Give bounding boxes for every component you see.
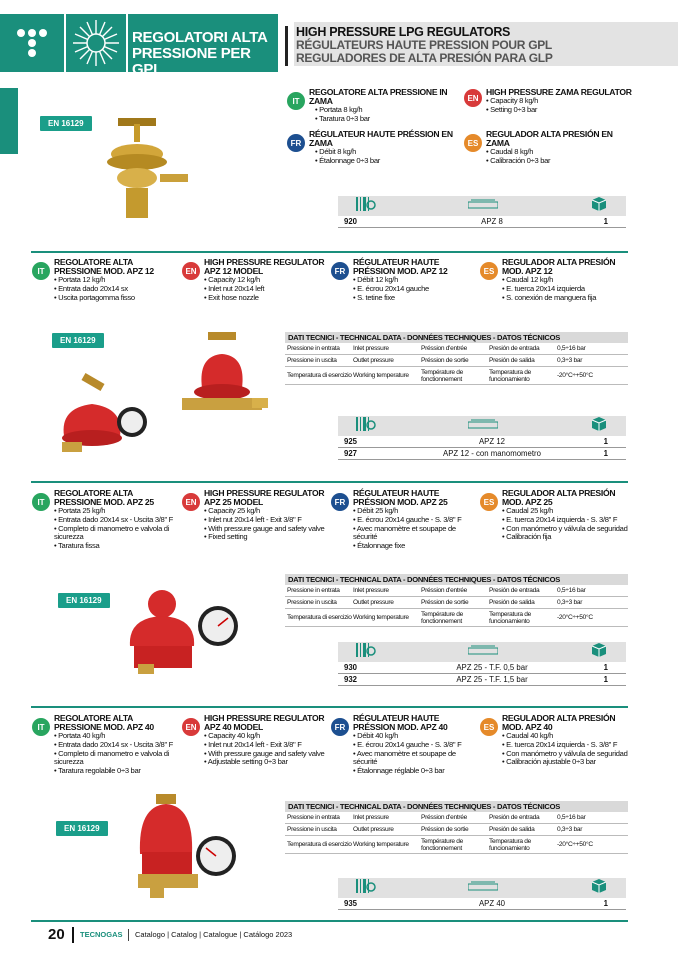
product-spec: • Taratura 0÷3 bar — [288, 115, 468, 124]
product-spec: • Avec manomètre et soupape de sécurité — [331, 525, 481, 542]
en16129-badge: EN 16129 — [56, 821, 108, 836]
package-icon — [590, 197, 608, 216]
product-spec: • Entrata dado 20x14 sx — [32, 285, 182, 294]
product-spec: • Capacity 12 kg/h — [182, 276, 332, 285]
product-spec: • Con manómetro y válvula de seguridad — [480, 525, 630, 534]
tech-data-table — [285, 801, 628, 854]
product-spec: • Uscita portagomma fisso — [32, 294, 182, 303]
product-spec: • Débit 12 kg/h — [331, 276, 481, 285]
code-table-header — [338, 416, 626, 436]
table-row: 932 APZ 25 - T.F. 1,5 bar 1 — [338, 674, 626, 686]
product-spec: • Con manómetro y válvula de seguridad — [480, 750, 630, 759]
product-title: RÉGULATEUR HAUTE PRÉSSION EN ZAMA — [309, 129, 453, 149]
desc-en — [182, 258, 332, 302]
logo-dots-icon — [15, 26, 49, 60]
product-spec: • Taratura regolabile 0÷3 bar — [32, 767, 182, 776]
lang-fr-icon: FR — [331, 262, 349, 280]
desc-fr — [331, 258, 481, 302]
en16129-badge: EN 16129 — [52, 333, 104, 348]
desc-fr — [331, 714, 481, 775]
desc-es — [464, 130, 634, 166]
table-row: 927 APZ 12 - con manomometro 1 — [338, 448, 626, 460]
product-spec: • Étalonnage 0÷3 bar — [288, 157, 468, 166]
desc-en — [182, 489, 332, 542]
product-spec: • Entrata dado 20x14 sx - Uscita 3/8" F — [32, 741, 182, 750]
lang-es-icon: ES — [480, 718, 498, 736]
product-title: REGOLATORE ALTA PRESSIONE MOD. APZ 12 — [54, 257, 154, 277]
code-table — [338, 878, 626, 910]
product-title: REGOLATORE ALTA PRESSIONE IN ZAMA — [309, 87, 448, 107]
code-table — [338, 642, 626, 686]
barcode-icon — [356, 643, 376, 662]
table-row: Pressione in uscita Outlet pressure Préssion de sortie Presión de salida 0,3÷3 bar — [285, 355, 628, 367]
product-spec: • Taratura fissa — [32, 542, 182, 551]
product-spec: • Avec manomètre et soupape de sécurité — [331, 750, 481, 767]
product-spec: • S. conexión de manguera fija — [480, 294, 630, 303]
table-row: 925 APZ 12 1 — [338, 436, 626, 448]
package-icon — [590, 643, 608, 662]
dimension-icon — [468, 879, 498, 897]
desc-en — [182, 714, 332, 767]
lang-it-icon: IT — [32, 718, 50, 736]
barcode-icon — [356, 879, 376, 898]
product-spec: • E. tuerca 20x14 izquierda - S. 3/8" F — [480, 516, 630, 525]
desc-es — [480, 489, 630, 542]
product-spec: • Setting 0÷3 bar — [464, 106, 634, 115]
en16129-badge: EN 16129 — [40, 116, 92, 131]
desc-it — [288, 88, 468, 124]
product-spec: • With pressure gauge and safety valve — [182, 525, 332, 534]
table-row: 920 APZ 8 1 — [338, 216, 626, 228]
section-divider — [31, 251, 628, 253]
desc-es — [480, 258, 630, 302]
lang-en-icon: EN — [464, 89, 482, 107]
dimension-icon — [468, 643, 498, 661]
package-icon — [590, 879, 608, 898]
desc-fr — [331, 489, 481, 550]
product-spec: • E. tuerca 20x14 izquierda — [480, 285, 630, 294]
product-spec: • Calibración fija — [480, 533, 630, 542]
product-spec: • Caudal 12 kg/h — [480, 276, 630, 285]
product-title: REGOLATORE ALTA PRESSIONE MOD. APZ 40 — [54, 713, 154, 733]
product-spec: • Completo di manometro e valvola di sicurezza — [32, 750, 182, 767]
lang-en-icon: EN — [182, 262, 200, 280]
table-row: Pressione in entrata Inlet pressure Préssion d'entrée Presión de entrada 0,5÷16 bar — [285, 585, 628, 597]
page-title-it: REGOLATORI ALTA PRESSIONE PER GPL — [128, 14, 278, 72]
desc-en — [464, 88, 634, 114]
lang-it-icon: IT — [32, 262, 50, 280]
tech-data-table — [285, 574, 628, 627]
product-spec: • Fixed setting — [182, 533, 332, 542]
lang-en-icon: EN — [182, 493, 200, 511]
product-spec: • Caudal 40 kg/h — [480, 732, 630, 741]
product-spec: • Exit hose nozzle — [182, 294, 332, 303]
table-row: Pressione in entrata Inlet pressure Préssion d'entrée Presión de entrada 0,5÷16 bar — [285, 343, 628, 355]
lang-fr-icon: FR — [287, 134, 305, 152]
product-spec: • Portata 12 kg/h — [32, 276, 182, 285]
product-spec: • Inlet nut 20x14 left - Exit 3/8" F — [182, 741, 332, 750]
side-tab — [0, 88, 18, 154]
table-row: 935 APZ 40 1 — [338, 898, 626, 910]
header-divider — [285, 26, 288, 66]
section-divider — [31, 706, 628, 708]
tech-data-table — [285, 332, 628, 385]
product-title: HIGH PRESSURE REGULATOR APZ 12 MODEL — [204, 257, 325, 277]
lang-en-icon: EN — [182, 718, 200, 736]
product-spec: • Portata 8 kg/h — [288, 106, 468, 115]
product-spec: • E. écrou 20x14 gauche - S. 3/8" F — [331, 516, 481, 525]
product-spec: • Calibración 0÷3 bar — [464, 157, 634, 166]
table-row: Pressione in uscita Outlet pressure Préssion de sortie Presión de salida 0,3÷3 bar — [285, 597, 628, 609]
product-spec: • Étalonnage fixe — [331, 542, 481, 551]
product-spec: • Inlet nut 20x14 left - Exit 3/8" F — [182, 516, 332, 525]
lang-it-icon: IT — [287, 92, 305, 110]
page-title-fr: RÉGULATEURS HAUTE PRESSION POUR GPL — [296, 38, 552, 52]
desc-fr — [288, 130, 468, 166]
dimension-icon — [468, 197, 498, 215]
product-title: REGULADOR ALTA PRESIÓN MOD. APZ 40 — [502, 713, 616, 733]
page-title-es: REGULADORES DE ALTA PRESIÓN PARA GLP — [296, 51, 553, 65]
product-spec: • Adjustable setting 0÷3 bar — [182, 758, 332, 767]
lang-es-icon: ES — [480, 493, 498, 511]
product-spec: • Débit 25 kg/h — [331, 507, 481, 516]
desc-it — [32, 714, 182, 775]
brand-name: TECNOGAS — [80, 930, 123, 939]
table-row: Pressione in uscita Outlet pressure Préssion de sortie Presión de salida 0,3÷3 bar — [285, 824, 628, 836]
footer-divider — [31, 920, 628, 922]
product-spec: • Caudal 25 kg/h — [480, 507, 630, 516]
table-row: 930 APZ 25 - T.F. 0,5 bar 1 — [338, 662, 626, 674]
product-spec: • Capacity 25 kg/h — [182, 507, 332, 516]
product-spec: • Débit 40 kg/h — [331, 732, 481, 741]
product-title: REGULADOR ALTA PRESIÓN MOD. APZ 25 — [502, 488, 616, 508]
page-number: 20 — [48, 926, 65, 943]
product-spec: • Completo di manometro e valvola di sicurezza — [32, 525, 182, 542]
product-spec: • Portata 40 kg/h — [32, 732, 182, 741]
code-table-header — [338, 196, 626, 216]
lang-fr-icon: FR — [331, 493, 349, 511]
lang-es-icon: ES — [480, 262, 498, 280]
code-table-header — [338, 878, 626, 898]
footer-separator — [72, 927, 74, 943]
product-title: REGULADOR ALTA PRESIÓN MOD. APZ 12 — [502, 257, 616, 277]
desc-it — [32, 489, 182, 550]
lang-es-icon: ES — [464, 134, 482, 152]
barcode-icon — [356, 197, 376, 216]
desc-es — [480, 714, 630, 767]
tech-data-heading: DATI TECNICI - TECHNICAL DATA - DONNÉES TECHNIQUES - DATOS TÉCNICOS — [285, 574, 628, 585]
desc-it — [32, 258, 182, 302]
product-title: HIGH PRESSURE REGULATOR APZ 40 MODEL — [204, 713, 325, 733]
package-icon — [590, 417, 608, 436]
product-spec: • E. écrou 20x14 gauche - S. 3/8" F — [331, 741, 481, 750]
product-spec: • Débit 8 kg/h — [288, 148, 468, 157]
product-image-apz8 — [104, 116, 190, 229]
catalog-label: Catalogo | Catalog | Catalogue | Catálogo 2023 — [135, 930, 293, 939]
footer-separator — [128, 929, 129, 941]
table-row: Temperatura di esercizio Working temperature Température de fonctionnement Temperatura de funcionamiento -20°C÷+50°C — [285, 609, 628, 627]
product-image-apz25 — [124, 586, 244, 683]
lang-it-icon: IT — [32, 493, 50, 511]
product-title: HIGH PRESSURE ZAMA REGULATOR — [486, 87, 632, 97]
en16129-badge: EN 16129 — [58, 593, 110, 608]
product-spec: • Portata 25 kg/h — [32, 507, 182, 516]
product-title: RÉGULATEUR HAUTE PRÉSSION MOD. APZ 25 — [353, 488, 448, 508]
product-spec: • Étalonnage réglable 0÷3 bar — [331, 767, 481, 776]
product-spec: • E. tuerca 20x14 izquierda - S. 3/8" F — [480, 741, 630, 750]
product-spec: • With pressure gauge and safety valve — [182, 750, 332, 759]
product-title: REGULADOR ALTA PRESIÓN EN ZAMA — [486, 129, 613, 149]
product-title: RÉGULATEUR HAUTE PRÉSSION MOD. APZ 12 — [353, 257, 448, 277]
tecnogas-logo — [0, 14, 64, 72]
product-image-apz40 — [132, 792, 242, 905]
product-title: REGOLATORE ALTA PRESSIONE MOD. APZ 25 — [54, 488, 154, 508]
table-row: Pressione in entrata Inlet pressure Préssion d'entrée Presión de entrada 0,5÷16 bar — [285, 812, 628, 824]
product-spec: • Capacity 8 kg/h — [464, 97, 634, 106]
product-title: RÉGULATEUR HAUTE PRÉSSION MOD. APZ 40 — [353, 713, 448, 733]
product-spec: • Inlet nut 20x14 left — [182, 285, 332, 294]
product-spec: • Caudal 8 kg/h — [464, 148, 634, 157]
lang-fr-icon: FR — [331, 718, 349, 736]
pressure-burst-icon — [66, 14, 126, 72]
section-divider — [31, 481, 628, 483]
code-table — [338, 196, 626, 228]
product-image-apz12 — [52, 326, 272, 461]
header-titles — [294, 22, 678, 66]
dimension-icon — [468, 417, 498, 435]
page-title-en: HIGH PRESSURE LPG REGULATORS — [296, 25, 511, 39]
table-row: Temperatura di esercizio Working temperature Température de fonctionnement Temperatura de funcionamiento -20°C÷+50°C — [285, 367, 628, 385]
product-spec: • Calibración ajustable 0÷3 bar — [480, 758, 630, 767]
barcode-icon — [356, 417, 376, 436]
code-table — [338, 416, 626, 460]
tech-data-heading: DATI TECNICI - TECHNICAL DATA - DONNÉES TECHNIQUES - DATOS TÉCNICOS — [285, 801, 628, 812]
product-title: HIGH PRESSURE REGULATOR APZ 25 MODEL — [204, 488, 325, 508]
product-spec: • E. écrou 20x14 gauche — [331, 285, 481, 294]
code-table-header — [338, 642, 626, 662]
table-row: Temperatura di esercizio Working temperature Température de fonctionnement Temperatura de funcionamiento -20°C÷+50°C — [285, 836, 628, 854]
tech-data-heading: DATI TECNICI - TECHNICAL DATA - DONNÉES TECHNIQUES - DATOS TÉCNICOS — [285, 332, 628, 343]
product-spec: • Capacity 40 kg/h — [182, 732, 332, 741]
product-spec: • S. tetine fixe — [331, 294, 481, 303]
product-spec: • Entrata dado 20x14 sx - Uscita 3/8" F — [32, 516, 182, 525]
